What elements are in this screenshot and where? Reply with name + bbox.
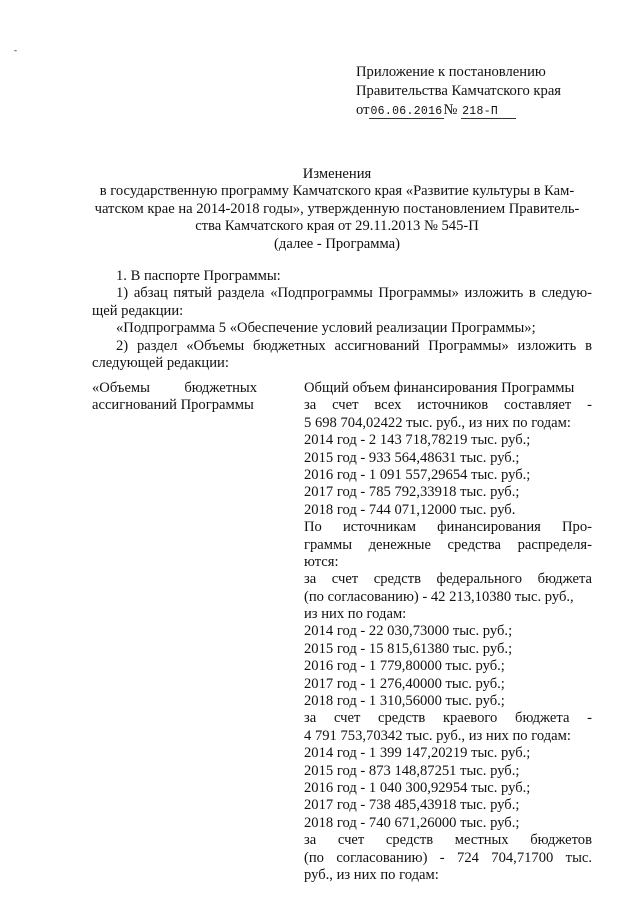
budget-line: 2015 год - 15 815,61380 тыс. руб.; [304,640,513,657]
appendix-line-3 [356,102,616,121]
budget-line: (по согласованию) - 724 704,71700 тыс. [304,849,592,866]
budget-line: 2014 год - 2 143 718,78219 тыс. руб.; [304,432,531,449]
item-1-2-line-a: 2) раздел «Объемы бюджетных ассигнований Программы» изложить в [116,337,592,354]
appendix-line-2: Правительства Камчатского края [356,83,562,99]
budget-line: за счет средств краевого бюджета - [304,710,592,727]
budget-line: 2015 год - 873 148,87251 тыс. руб.; [304,762,520,779]
budget-line: руб., из них по годам: [304,866,439,883]
item-1-1-line-b: щей редакции: [92,302,184,319]
appendix-date: 06.06.2016 [370,105,443,118]
appendix-no-sign: № [443,102,458,118]
document-title [92,166,582,253]
title-heading: Изменения [302,166,372,182]
budget-line: 5 698 704,02422 тыс. руб., из них по годам: [304,414,571,431]
budget-line: 2018 год - 1 310,56000 тыс. руб.; [304,693,505,710]
budget-line: 2016 год - 1 779,80000 тыс. руб.; [304,658,505,675]
item-1-2-line-b: следующей редакции: [92,355,229,372]
budget-line: 2017 год - 738 485,43918 тыс. руб.; [304,797,520,814]
label-line-1: «Объемы бюджетных [92,380,257,396]
budget-line: за счет средств федерального бюджета [304,571,592,588]
budget-line: Общий объем финансирования Программы [304,380,575,396]
budget-line: граммы денежные средства распределя- [304,536,592,553]
title-line-4: (далее - Программа) [274,235,400,252]
budget-line: за счет средств местных бюджетов [304,832,592,849]
budget-table-label [92,380,292,415]
budget-line: 2017 год - 785 792,33918 тыс. руб.; [304,484,520,501]
title-line-2: чатском крае на 2014-2018 годы», утвержденную постановлением Правитель- [94,200,580,217]
item-1-1-line-a: 1) абзац пятый раздела «Подпрограммы Программы» изложить в следую- [116,285,592,302]
appendix-number: 218-П [461,105,516,119]
budget-line: ются: [304,553,339,570]
budget-line: 2014 год - 22 030,73000 тыс. руб.; [304,623,513,640]
item-1-quote: «Подпрограмма 5 «Обеспечение условий реализации Программы»; [116,320,536,337]
appendix-line-1: Приложение к постановлению [356,64,546,80]
budget-line: 2017 год - 1 276,40000 тыс. руб.; [304,675,505,692]
label-line-2: ассигнований Программы [92,397,254,414]
budget-line: 4 791 753,70342 тыс. руб., из них по годам: [304,727,571,744]
budget-line: за счет всех источников составляет - [304,397,592,414]
title-line-1: в государственную программу Камчатского края «Развитие культуры в Кам- [99,183,575,200]
budget-line: из них по годам: [304,606,407,623]
title-line-3: ства Камчатского края от 29.11.2013 № 545-П [195,218,479,235]
appendix-header [356,64,616,121]
budget-line: 2016 год - 1 091 557,29654 тыс. руб.; [304,466,531,483]
margin-mark: - [14,45,17,55]
budget-line: 2015 год - 933 564,48631 тыс. руб.; [304,449,520,466]
budget-table-content [304,380,592,884]
budget-line: 2016 год - 1 040 300,92954 тыс. руб.; [304,779,531,796]
budget-line: 2014 год - 1 399 147,20219 тыс. руб.; [304,745,531,762]
budget-line: 2018 год - 744 071,12000 тыс. руб. [304,501,516,518]
budget-line: 2018 год - 740 671,26000 тыс. руб.; [304,814,520,831]
appendix-from: от [356,102,370,118]
document-body [92,268,592,372]
item-1: 1. В паспорте Программы: [116,268,281,284]
budget-line: По источникам финансирования Про- [304,519,592,536]
budget-line: (по согласованию) - 42 213,10380 тыс. руб., [304,588,574,605]
